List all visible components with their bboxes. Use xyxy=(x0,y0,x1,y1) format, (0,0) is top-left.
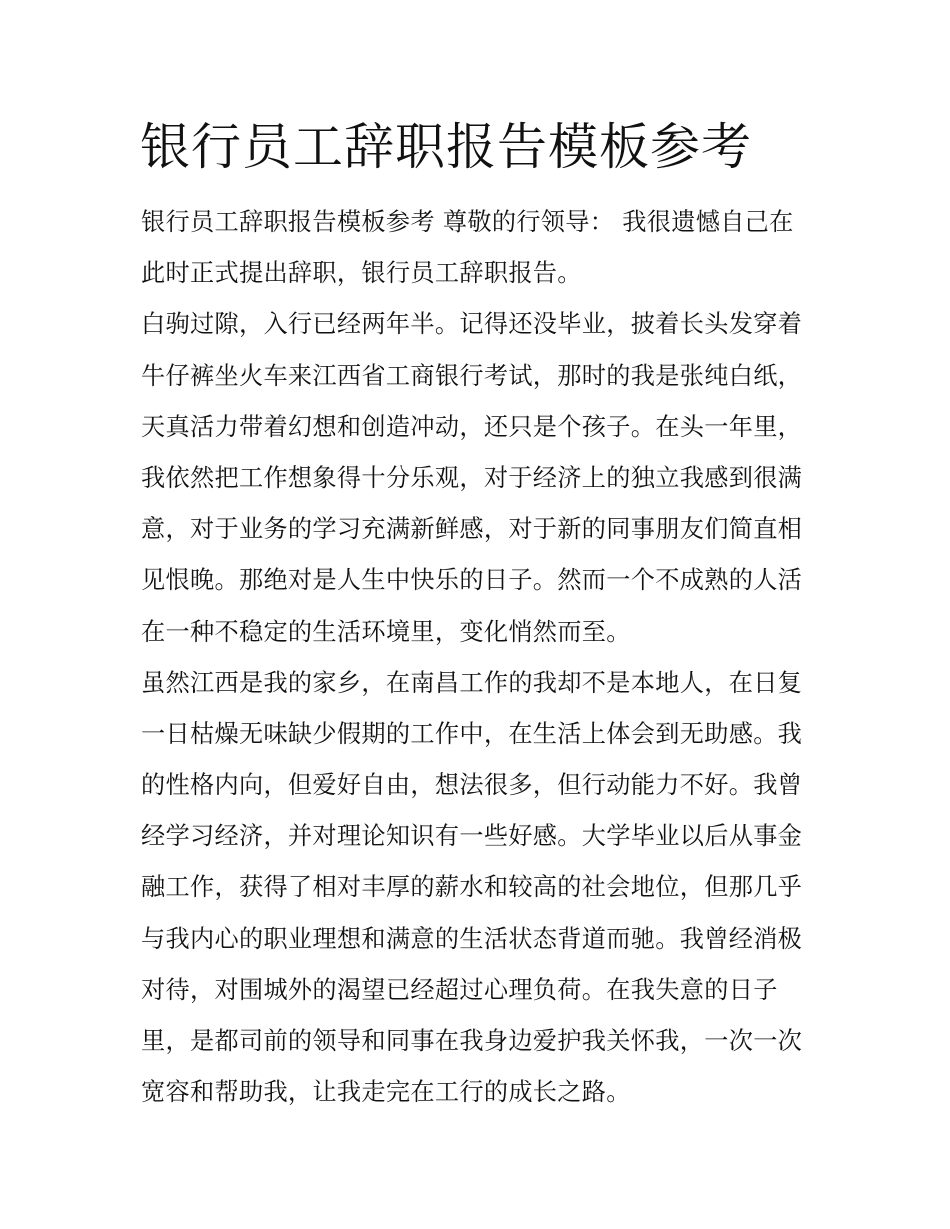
text-line: 与我内心的职业理想和满意的生活状态背道而驰。我曾经消极 xyxy=(141,924,803,953)
text-line: 见恨晚。那绝对是人生中快乐的日子。然而一个不成熟的人活 xyxy=(141,566,803,595)
text-line: 里，是都司前的领导和同事在我身边爱护我关怀我，一次一次 xyxy=(141,1027,803,1055)
text-line: 对待，对围城外的渴望已经超过心理负荷。在我失意的日子 xyxy=(141,975,778,1004)
document-body xyxy=(141,197,821,1118)
text-line: 我依然把工作想象得十分乐观，对于经济上的独立我感到很满 xyxy=(141,463,803,492)
text-line: 此时正式提出辞职，银行员工辞职报告。 xyxy=(141,259,582,288)
text-line: 在一种不稳定的生活环境里，变化悄然而至。 xyxy=(141,617,631,646)
text-line: 白驹过隙，入行已经两年半。记得还没毕业，披着长头发穿着 xyxy=(141,310,803,339)
text-line: 的性格内向，但爱好自由，想法很多，但行动能力不好。我曾 xyxy=(141,771,803,800)
text-line: 牛仔裤坐火车来江西省工商银行考试，那时的我是张纯白纸， xyxy=(141,361,803,390)
text-line: 经学习经济，并对理论知识有一些好感。大学毕业以后从事金 xyxy=(141,822,803,851)
text-line: 虽然江西是我的家乡，在南昌工作的我却不是本地人，在日复 xyxy=(141,668,803,697)
text-line: 银行员工辞职报告模板参考 尊敬的行领导： 我很遗憾自己在 xyxy=(141,208,794,236)
text-line: 融工作，获得了相对丰厚的薪水和较高的社会地位，但那几乎 xyxy=(141,873,803,902)
document-title: 银行员工辞职报告模板参考 xyxy=(140,118,752,176)
text-line: 意，对于业务的学习充满新鲜感，对于新的同事朋友们简直相 xyxy=(141,515,803,544)
text-line: 天真活力带着幻想和创造冲动，还只是个孩子。在头一年里， xyxy=(141,412,803,441)
text-line: 宽容和帮助我，让我走完在工行的成长之路。 xyxy=(141,1078,631,1107)
text-line: 一日枯燥无味缺少假期的工作中，在生活上体会到无助感。我 xyxy=(141,719,803,748)
